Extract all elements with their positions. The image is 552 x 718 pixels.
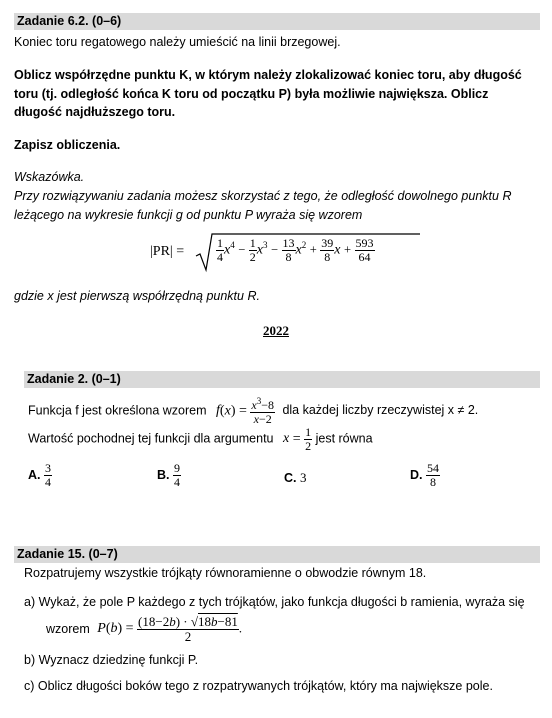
option-b[interactable]: B. $\frac{9}{4}$ [157,461,180,489]
option-a[interactable]: A. $\frac{3}{4}$ [28,461,51,489]
year-heading: 2022 [263,323,289,338]
task-6-2-bold-line3: długość najdłuższego toru. [14,105,176,119]
task-15-header: Zadanie 15. (0–7) [14,546,540,563]
task-2-line1-a: Funkcja f jest określona wzorem [28,403,207,418]
option-c[interactable]: C. 3 [284,470,307,485]
hint-line2: leżącego na wykresie funkcji g od punktu P wyraża się wzorem [14,208,363,222]
task-2-line1: Funkcja f jest określona wzorem f(x) = $\frac{x^3-8}{x-2}$ dla każdej liczby rzeczywistej x ≠ 2. [28,396,479,426]
task-6-2-bold-line2: toru (tj. odległość końca K toru od początku P) była możliwie największa. Oblicz [14,87,489,101]
task-6-2-bold-line1: Oblicz współrzędne punktu K, w którym należy zlokalizować koniec toru, aby długość [14,68,522,82]
task-2-line2-a: Wartość pochodnej tej funkcji dla argumentu [28,431,274,446]
formula-lhs: |PR| = [150,244,185,259]
task-15-intro: Rozpatrujemy wszystkie trójkąty równoramienne o obwodzie równym 18. [24,566,427,580]
task-2-line1-b: dla każdej liczby rzeczywistej x ≠ 2. [282,403,479,418]
task-6-2-intro: Koniec toru regatowego należy umieścić na linii brzegowej. [14,35,341,49]
task-6-2-header: Zadanie 6.2. (0–6) [14,13,540,30]
task-15-c: c) Oblicz długości boków tego z rozpatrywanych trójkątów, który ma największe pole. [24,679,493,693]
task-2-line2-b: jest równa [315,431,373,446]
task-15-a-line1: a) Wykaż, że pole P każdego z tych trójkątów, jako funkcja długości b ramienia, wyraża się [24,595,525,609]
option-d[interactable]: D. $\frac{54}{8}$ [410,461,439,489]
formula-radicand: $\frac{1}{4}$ $x^4$ − $\frac{1}{2}$ $x^3$ − $\frac{13}{8}$ $x^2$ + $\frac{39}{8}$ x + $\frac{593}{64}$ [217,236,374,264]
task-15-a-line2: wzorem P(b) = $\frac{(18-2b) \cdot √18b-81}{2}$ . [46,614,242,644]
task-6-2-write: Zapisz obliczenia. [14,138,121,152]
distance-formula [150,232,420,272]
task-2-header: Zadanie 2. (0–1) [24,371,540,388]
task-15-b: b) Wyznacz dziedzinę funkcji P. [24,653,199,667]
hint-title: Wskazówka. [14,170,85,184]
task-2-line2: Wartość pochodnej tej funkcji dla argumentu x = $\frac{1}{2}$ jest równa [28,425,373,453]
hint-line1: Przy rozwiązywaniu zadania możesz skorzystać z tego, że odległość dowolnego punktu R [14,189,512,203]
where-line: gdzie x jest pierwszą współrzędną punktu R. [14,289,260,303]
